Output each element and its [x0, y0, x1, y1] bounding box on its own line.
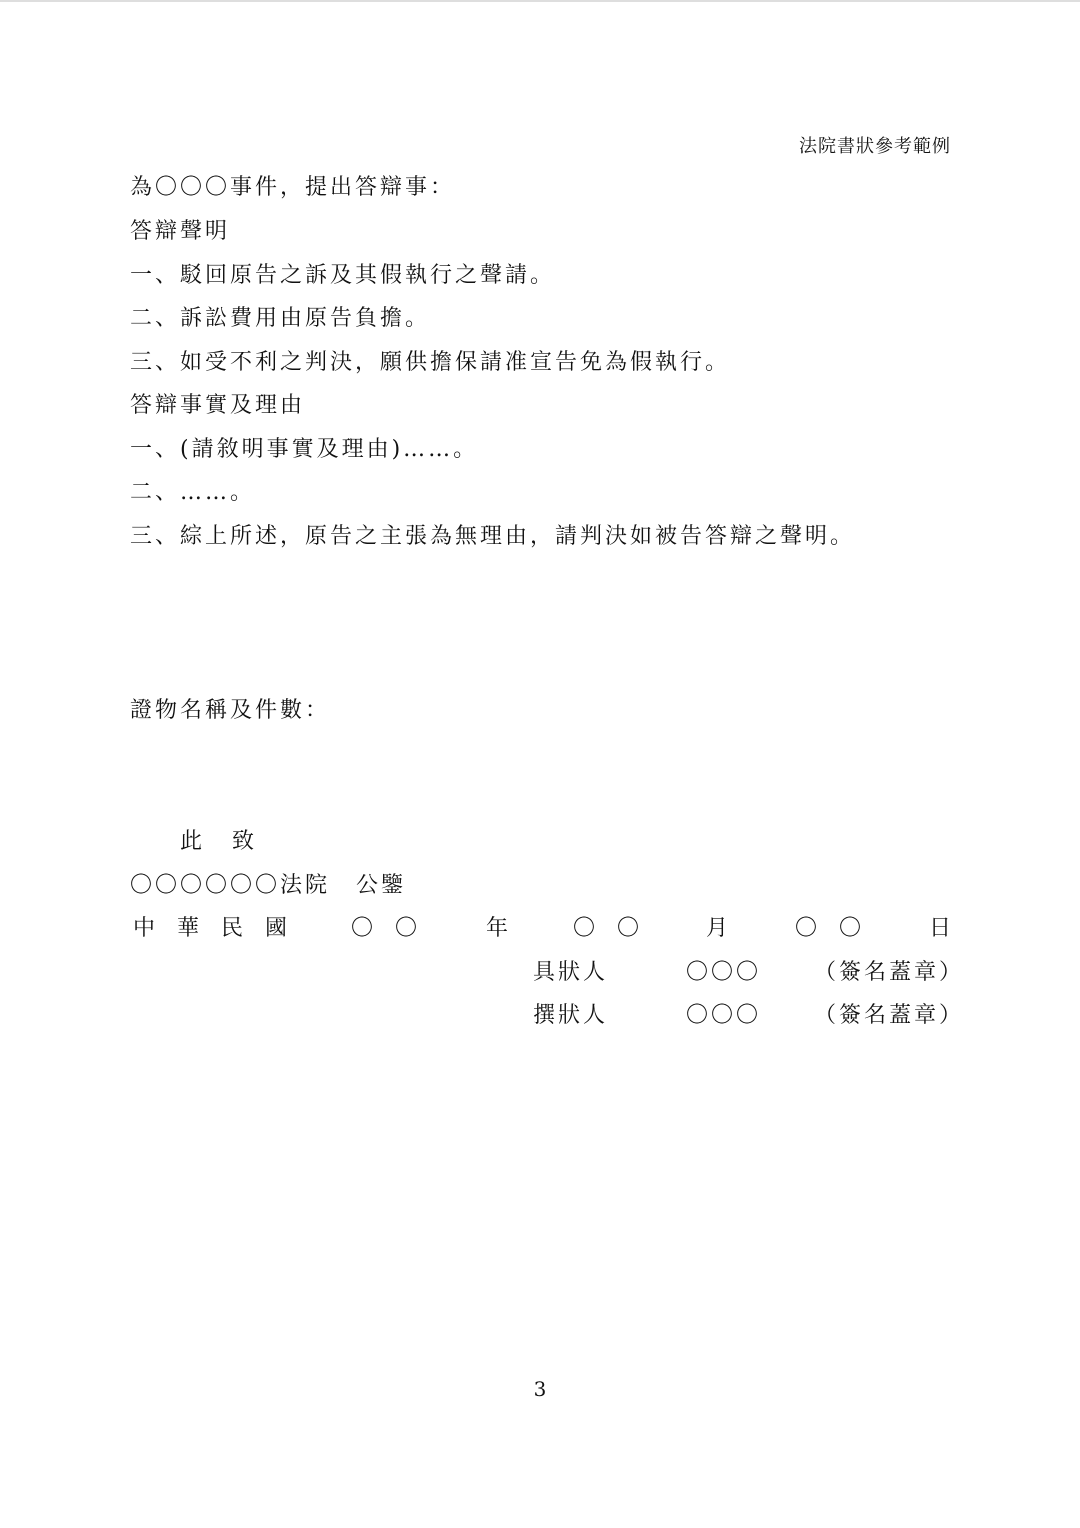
date-year-unit: 年 [486, 916, 509, 941]
claim-item-2: 二、訴訟費用由原告負擔。 [130, 306, 431, 331]
signature-name: 〇〇〇 [686, 960, 762, 985]
date-day-unit: 日 [929, 916, 952, 941]
date-era-char: 國 [265, 916, 288, 941]
page-top-border [0, 0, 1080, 2]
signature-name: 〇〇〇 [686, 1003, 762, 1028]
facts-heading: 答辯事實及理由 [130, 393, 306, 418]
salutation-word-1: 此 [180, 829, 203, 854]
page-number: 3 [533, 1377, 547, 1401]
date-day-digit: 〇 [795, 916, 818, 941]
date-era-char: 中 [133, 916, 156, 941]
date-month-unit: 月 [706, 916, 729, 941]
date-year-digit: 〇 [351, 916, 374, 941]
signature-note: （簽名蓋章） [814, 960, 965, 985]
intro-line: 為〇〇〇事件，提出答辯事： [130, 175, 456, 200]
date-era-char: 民 [221, 916, 244, 941]
claim-item-3: 三、如受不利之判決，願供擔保請准宣告免為假執行。 [130, 350, 731, 375]
signature-role: 撰狀人 [533, 1003, 609, 1028]
date-day-digit: 〇 [839, 916, 862, 941]
evidence-label: 證物名稱及件數： [130, 698, 331, 723]
signature-note: （簽名蓋章） [814, 1003, 965, 1028]
date-year-digit: 〇 [395, 916, 418, 941]
court-honorific: 公鑒 [356, 873, 407, 898]
signature-role: 具狀人 [533, 960, 609, 985]
date-month-digit: 〇 [617, 916, 640, 941]
date-month-digit: 〇 [573, 916, 596, 941]
claim-item-1: 一、駁回原告之訴及其假執行之聲請。 [130, 263, 556, 288]
facts-item-3: 三、綜上所述，原告之主張為無理由，請判決如被告答辯之聲明。 [130, 524, 856, 549]
claims-heading: 答辯聲明 [130, 219, 231, 244]
court-line [130, 868, 406, 899]
facts-item-2: 二、……。 [130, 480, 256, 505]
facts-item-1: 一、(請敘明事實及理由)……。 [130, 437, 479, 462]
date-era-char: 華 [177, 916, 200, 941]
document-reference-label: 法院書狀參考範例 [799, 136, 951, 157]
salutation [180, 824, 254, 855]
salutation-word-2: 致 [232, 829, 255, 854]
court-name: 〇〇〇〇〇〇法院 [130, 873, 331, 898]
